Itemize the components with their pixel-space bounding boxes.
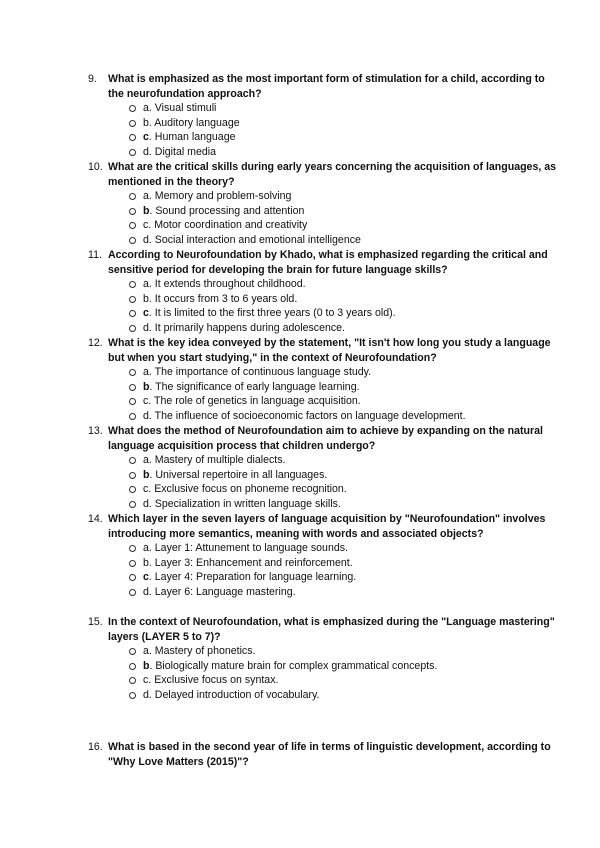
- question-16: [88, 740, 558, 769]
- option-a: a. It extends throughout childhood.: [88, 277, 558, 292]
- option-a: a. Mastery of multiple dialects.: [88, 453, 558, 468]
- option-d: d. Delayed introduction of vocabulary.: [88, 688, 558, 703]
- option-d: d. The influence of socioeconomic factors on language development.: [88, 409, 558, 424]
- option-list: [88, 541, 558, 599]
- option-c: c. Exclusive focus on phoneme recognition.: [88, 482, 558, 497]
- option-b: b. Auditory language: [88, 116, 558, 131]
- question-text: What is based in the second year of life in terms of linguistic development, according to "Why Love Matters (2015)"?: [108, 741, 551, 768]
- question-11: [88, 248, 558, 336]
- question-10: [88, 160, 558, 248]
- option-d: d. Digital media: [88, 145, 558, 160]
- option-b: b. Layer 3: Enhancement and reinforcement.: [88, 556, 558, 571]
- option-list: [88, 365, 558, 423]
- question-14: [88, 512, 558, 600]
- question-text: What is the key idea conveyed by the statement, "It isn't how long you study a language but when you start studying," in the context of Neurofoundation?: [108, 337, 551, 364]
- option-a: a. Memory and problem-solving: [88, 189, 558, 204]
- option-list: [88, 101, 558, 159]
- question-text: What are the critical skills during early years concerning the acquisition of languages, as mentioned in the theory?: [108, 161, 557, 188]
- option-b: b. It occurs from 3 to 6 years old.: [88, 292, 558, 307]
- option-a: a. Mastery of phonetics.: [88, 644, 558, 659]
- option-b: b. The significance of early language learning.: [88, 380, 558, 395]
- option-list: [88, 644, 558, 702]
- question-number: 16.: [88, 741, 103, 753]
- option-list: [88, 453, 558, 511]
- question-13: [88, 424, 558, 512]
- question-15: [88, 615, 558, 703]
- option-d: d. Social interaction and emotional intelligence: [88, 233, 558, 248]
- option-a: a. Layer 1: Attunement to language sounds.: [88, 541, 558, 556]
- option-d: d. Layer 6: Language mastering.: [88, 585, 558, 600]
- question-number: 12.: [88, 337, 103, 349]
- question-9: [88, 72, 558, 160]
- option-d: d. Specialization in written language skills.: [88, 497, 558, 512]
- question-text: In the context of Neurofoundation, what is emphasized during the "Language mastering" layers (LAYER 5 to 7)?: [108, 616, 555, 643]
- question-text: What does the method of Neurofoundation aim to achieve by expanding on the natural language acquisition process that children undergo?: [108, 425, 543, 452]
- option-a: a. Visual stimuli: [88, 101, 558, 116]
- question-number: 13.: [88, 425, 103, 437]
- option-b: b. Sound processing and attention: [88, 204, 558, 219]
- question-number: 10.: [88, 161, 103, 173]
- option-c: c. Human language: [88, 130, 558, 145]
- question-text: What is emphasized as the most important form of stimulation for a child, according to the neurofundation approach?: [108, 73, 545, 100]
- option-a: a. The importance of continuous language study.: [88, 365, 558, 380]
- question-number: 9.: [88, 73, 97, 85]
- question-number: 15.: [88, 616, 103, 628]
- question-number: 14.: [88, 513, 103, 525]
- question-text: According to Neurofoundation by Khado, what is emphasized regarding the critical and sensitive period for developing the brain for future language skills?: [108, 249, 548, 276]
- option-list: [88, 277, 558, 335]
- option-d: d. It primarily happens during adolescence.: [88, 321, 558, 336]
- option-b: b. Biologically mature brain for complex grammatical concepts.: [88, 659, 558, 674]
- option-c: c. The role of genetics in language acquisition.: [88, 394, 558, 409]
- option-c: c. Exclusive focus on syntax.: [88, 673, 558, 688]
- option-c: c. It is limited to the first three years (0 to 3 years old).: [88, 306, 558, 321]
- question-text: Which layer in the seven layers of language acquisition by "Neurofoundation" involves introducing more semantics, meaning with words and associated objects?: [108, 513, 546, 540]
- question-12: [88, 336, 558, 424]
- option-list: [88, 189, 558, 247]
- question-number: 11.: [88, 249, 102, 261]
- option-b: b. Universal repertoire in all languages.: [88, 468, 558, 483]
- option-c: c. Layer 4: Preparation for language learning.: [88, 570, 558, 585]
- option-c: c. Motor coordination and creativity: [88, 218, 558, 233]
